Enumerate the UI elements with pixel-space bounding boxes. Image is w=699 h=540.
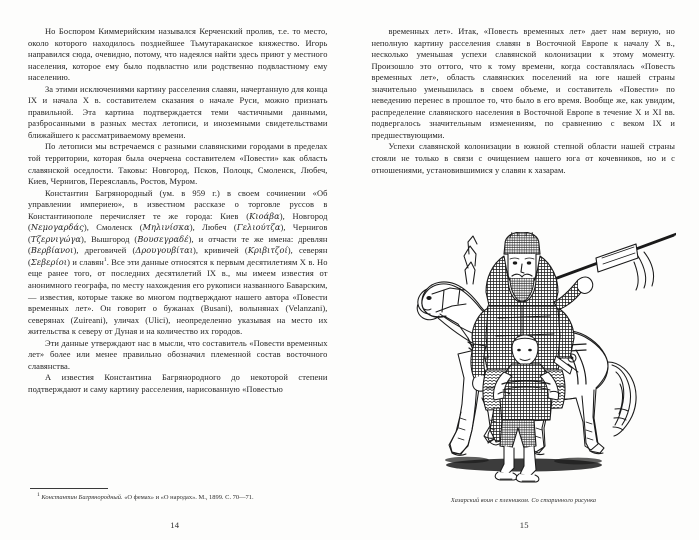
footnote-marker: 1 [103, 257, 107, 264]
paragraph: За этими исключениями картину расселения славян, начертанную для конца IX и начала X в. составителем сказания о начале Руси, можно признать правильной. Эта картина подтверждается теми частичными данными, разбросанными в разных местах летописи, и иноземными свидетельствами ближайшего к рассматриваемому времени. [28, 83, 328, 140]
paragraph: Но Боспором Киммерийским назывался Керченский пролив, т.е. то место, около которого находилось позднейшее Тьмутараканское княжество. Игорь направился сюда, очевидно, потому, что надеялся найти здесь приют у местного населения, которое ему было подвластно или родственно подвластному ему населению. [28, 26, 328, 83]
greek-term: Νεμογαρδάς [30, 222, 84, 233]
text-run: ), кривичей ( [193, 245, 248, 256]
footnote-author: Константин Багрянородный. [41, 494, 123, 501]
left-page-body [28, 26, 328, 396]
page-number-left: 14 [170, 520, 180, 530]
greek-term: Δρουγουβίται [135, 245, 194, 256]
khazar-warrior-engraving-svg [372, 232, 676, 494]
footnote-text [28, 493, 326, 502]
footnote-block [28, 488, 326, 502]
greek-term: Μηλινίσκα [142, 222, 190, 233]
text-run: ) и славян [67, 256, 104, 267]
text-run: ), Вышгород ( [81, 233, 138, 244]
footnote-source: «О фемах» и «О народах». М., 1899. С. 70—71. [122, 494, 254, 501]
text-run: ), Новгород ( [28, 210, 328, 233]
paragraph: По летописи мы встречаемся с разными славянскими городами в пределах той территории, которая была очерчена составителем «Повести» как область славянской оседлости. Таковы: Новгород, Псков, Полоцк, Смоленск, Любеч, Киев, Чернигов, Переяславль, Ростов, Муром. [28, 141, 328, 187]
paragraph: Успехи славянской колонизации в южной степной области нашей страны стояли не только в связи с очищением нашего юга от кочевников, но и с отношениями, установившимися у славян к хазарам. [371, 141, 675, 175]
text-run: ), северян ( [28, 245, 328, 267]
paragraph: Эти данные утверждают нас в мысли, что составитель «Повести временных лет» более или менее правильно обозначил племенной состав восточного славянства. [28, 337, 328, 371]
greek-term: Κιοάβα [249, 210, 280, 221]
paragraph-konstantin [28, 188, 328, 338]
text-run: ), Чернигов ( [28, 222, 328, 244]
greek-term: Σεβερίοι [30, 256, 68, 267]
paragraph: А известия Константина Багрянородного до некоторой степени подтверждают и саму картину расселения, нарисованную «Повестью [28, 372, 328, 394]
text-run: Константин Багрянородный (ум. в 959 г.) в своем сочинении «Об управлении империею», в известном рассказе о торговле руссов в Константинополе перечисляет те же города: Киев ( [28, 187, 328, 221]
paragraph: временных лет». Итак, «Повесть временных лет» дает нам верную, но неполную картину расселения славян в Восточной Европе к началу X в., несколько уменьшая успехи славянской колонизации к этому моменту. Произошло это оттого, что к тому времени, когда составлялась «Повесть временных лет», область славянских поселений на юге нашей страны значительно уменьшилась в своем объеме, и составитель «Повести» по неведению перенес в прошлое то, что было в его время. Вообще же, как увидим, распределение славянского населения в Восточной Европе в течение X и XI вв. подвергалось значительным изменениям, по сравнению с веком IX и предшествующими. [371, 26, 675, 140]
text-run: ), дреговичей ( [73, 245, 136, 256]
footnote-number: 1 [37, 491, 40, 498]
text-run: . Все эти данные относятся к первым десятилетиям X в. Но еще ранее того, от последних десятилетий IX в., мы имеем известия от анонимного географа, по месту нахождения его рукописи названного Баварским, — известия, которые также во многом подтверждают нашего автора «Повести временных лет». Он говорит о бужанах (Busani), волынянах (Velanzani), северянах (Zuireani), уличах (Ulici), неопределенно указывая на место их жительства к северу от Дуная и на количество их городов. [28, 256, 328, 337]
greek-term: Βουσεγραδέ [137, 233, 189, 244]
illustration-caption: Хазарский воин с пленником. Со старинного рисунка [450, 497, 597, 504]
text-run: ), и отчасти те же имена: древлян ( [28, 233, 328, 256]
page-number-right: 15 [519, 520, 529, 530]
khazar-warrior-illustration [372, 232, 676, 494]
text-run: ), Смоленск ( [83, 222, 143, 233]
text-run: ), Любеч ( [189, 222, 237, 233]
greek-term: Τζερνιγώγα [30, 233, 82, 244]
footnote-separator-rule [30, 488, 108, 489]
greek-term: Κριβιτζοί [247, 245, 288, 256]
greek-term: Βερβίανοι [30, 245, 74, 256]
right-page [350, 0, 699, 540]
right-page-body [372, 26, 676, 176]
greek-term: Γελιούτζα [236, 222, 281, 233]
